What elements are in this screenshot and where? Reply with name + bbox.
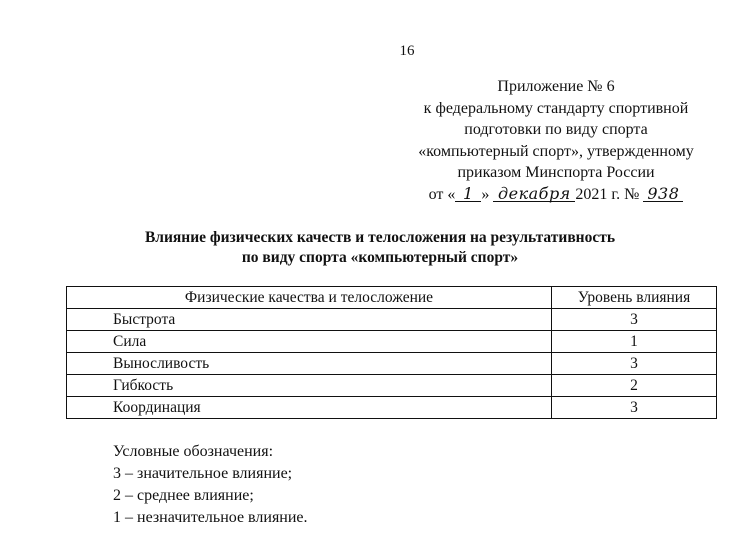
quality-name: Гибкость bbox=[67, 375, 552, 397]
table-row bbox=[67, 353, 717, 375]
legend bbox=[113, 441, 308, 529]
appendix-line: приказом Минспорта России bbox=[457, 164, 655, 181]
appendix-date-line bbox=[396, 184, 716, 206]
appendix-block bbox=[396, 76, 716, 205]
quality-name: Координация bbox=[67, 397, 552, 419]
table-row bbox=[67, 309, 717, 331]
influence-level: 3 bbox=[552, 397, 717, 419]
table-row bbox=[67, 397, 717, 419]
quality-name: Сила bbox=[67, 331, 552, 353]
appendix-title: Приложение № 6 bbox=[497, 78, 615, 95]
appendix-line: подготовки по виду спорта bbox=[464, 121, 648, 138]
legend-item: 3 – значительное влияние; bbox=[113, 465, 293, 482]
quality-name: Выносливость bbox=[67, 353, 552, 375]
column-header-level: Уровень влияния bbox=[552, 287, 717, 309]
order-number: 938 bbox=[643, 186, 683, 202]
influence-level: 3 bbox=[552, 353, 717, 375]
page-number: 16 bbox=[399, 43, 415, 59]
influence-level: 3 bbox=[552, 309, 717, 331]
date-month: декабря bbox=[493, 186, 575, 202]
date-close-quote: » bbox=[481, 185, 490, 203]
column-header-qualities: Физические качества и телосложение bbox=[67, 287, 552, 309]
table-row bbox=[67, 375, 717, 397]
influence-table bbox=[66, 286, 717, 419]
section-heading bbox=[60, 228, 700, 268]
appendix-line: «компьютерный спорт», утвержденному bbox=[418, 142, 694, 160]
heading-line-2: по виду спорта «компьютерный спорт» bbox=[241, 249, 519, 266]
date-day: 1 bbox=[455, 186, 481, 202]
heading-line-1: Влияние физических качеств и телосложения на результативность bbox=[144, 229, 616, 246]
legend-item: 2 – среднее влияние; bbox=[113, 487, 254, 504]
quality-name: Быстрота bbox=[67, 309, 552, 331]
influence-level: 2 bbox=[552, 375, 717, 397]
date-year: 2021 г. № bbox=[575, 185, 640, 203]
legend-item: 1 – незначительное влияние. bbox=[113, 509, 308, 526]
appendix-line: к федеральному стандарту спортивной bbox=[423, 99, 689, 117]
influence-level: 1 bbox=[552, 331, 717, 353]
date-prefix: от « bbox=[428, 185, 456, 203]
table-header-row bbox=[67, 287, 717, 309]
table-row bbox=[67, 331, 717, 353]
legend-title: Условные обозначения: bbox=[113, 443, 274, 460]
